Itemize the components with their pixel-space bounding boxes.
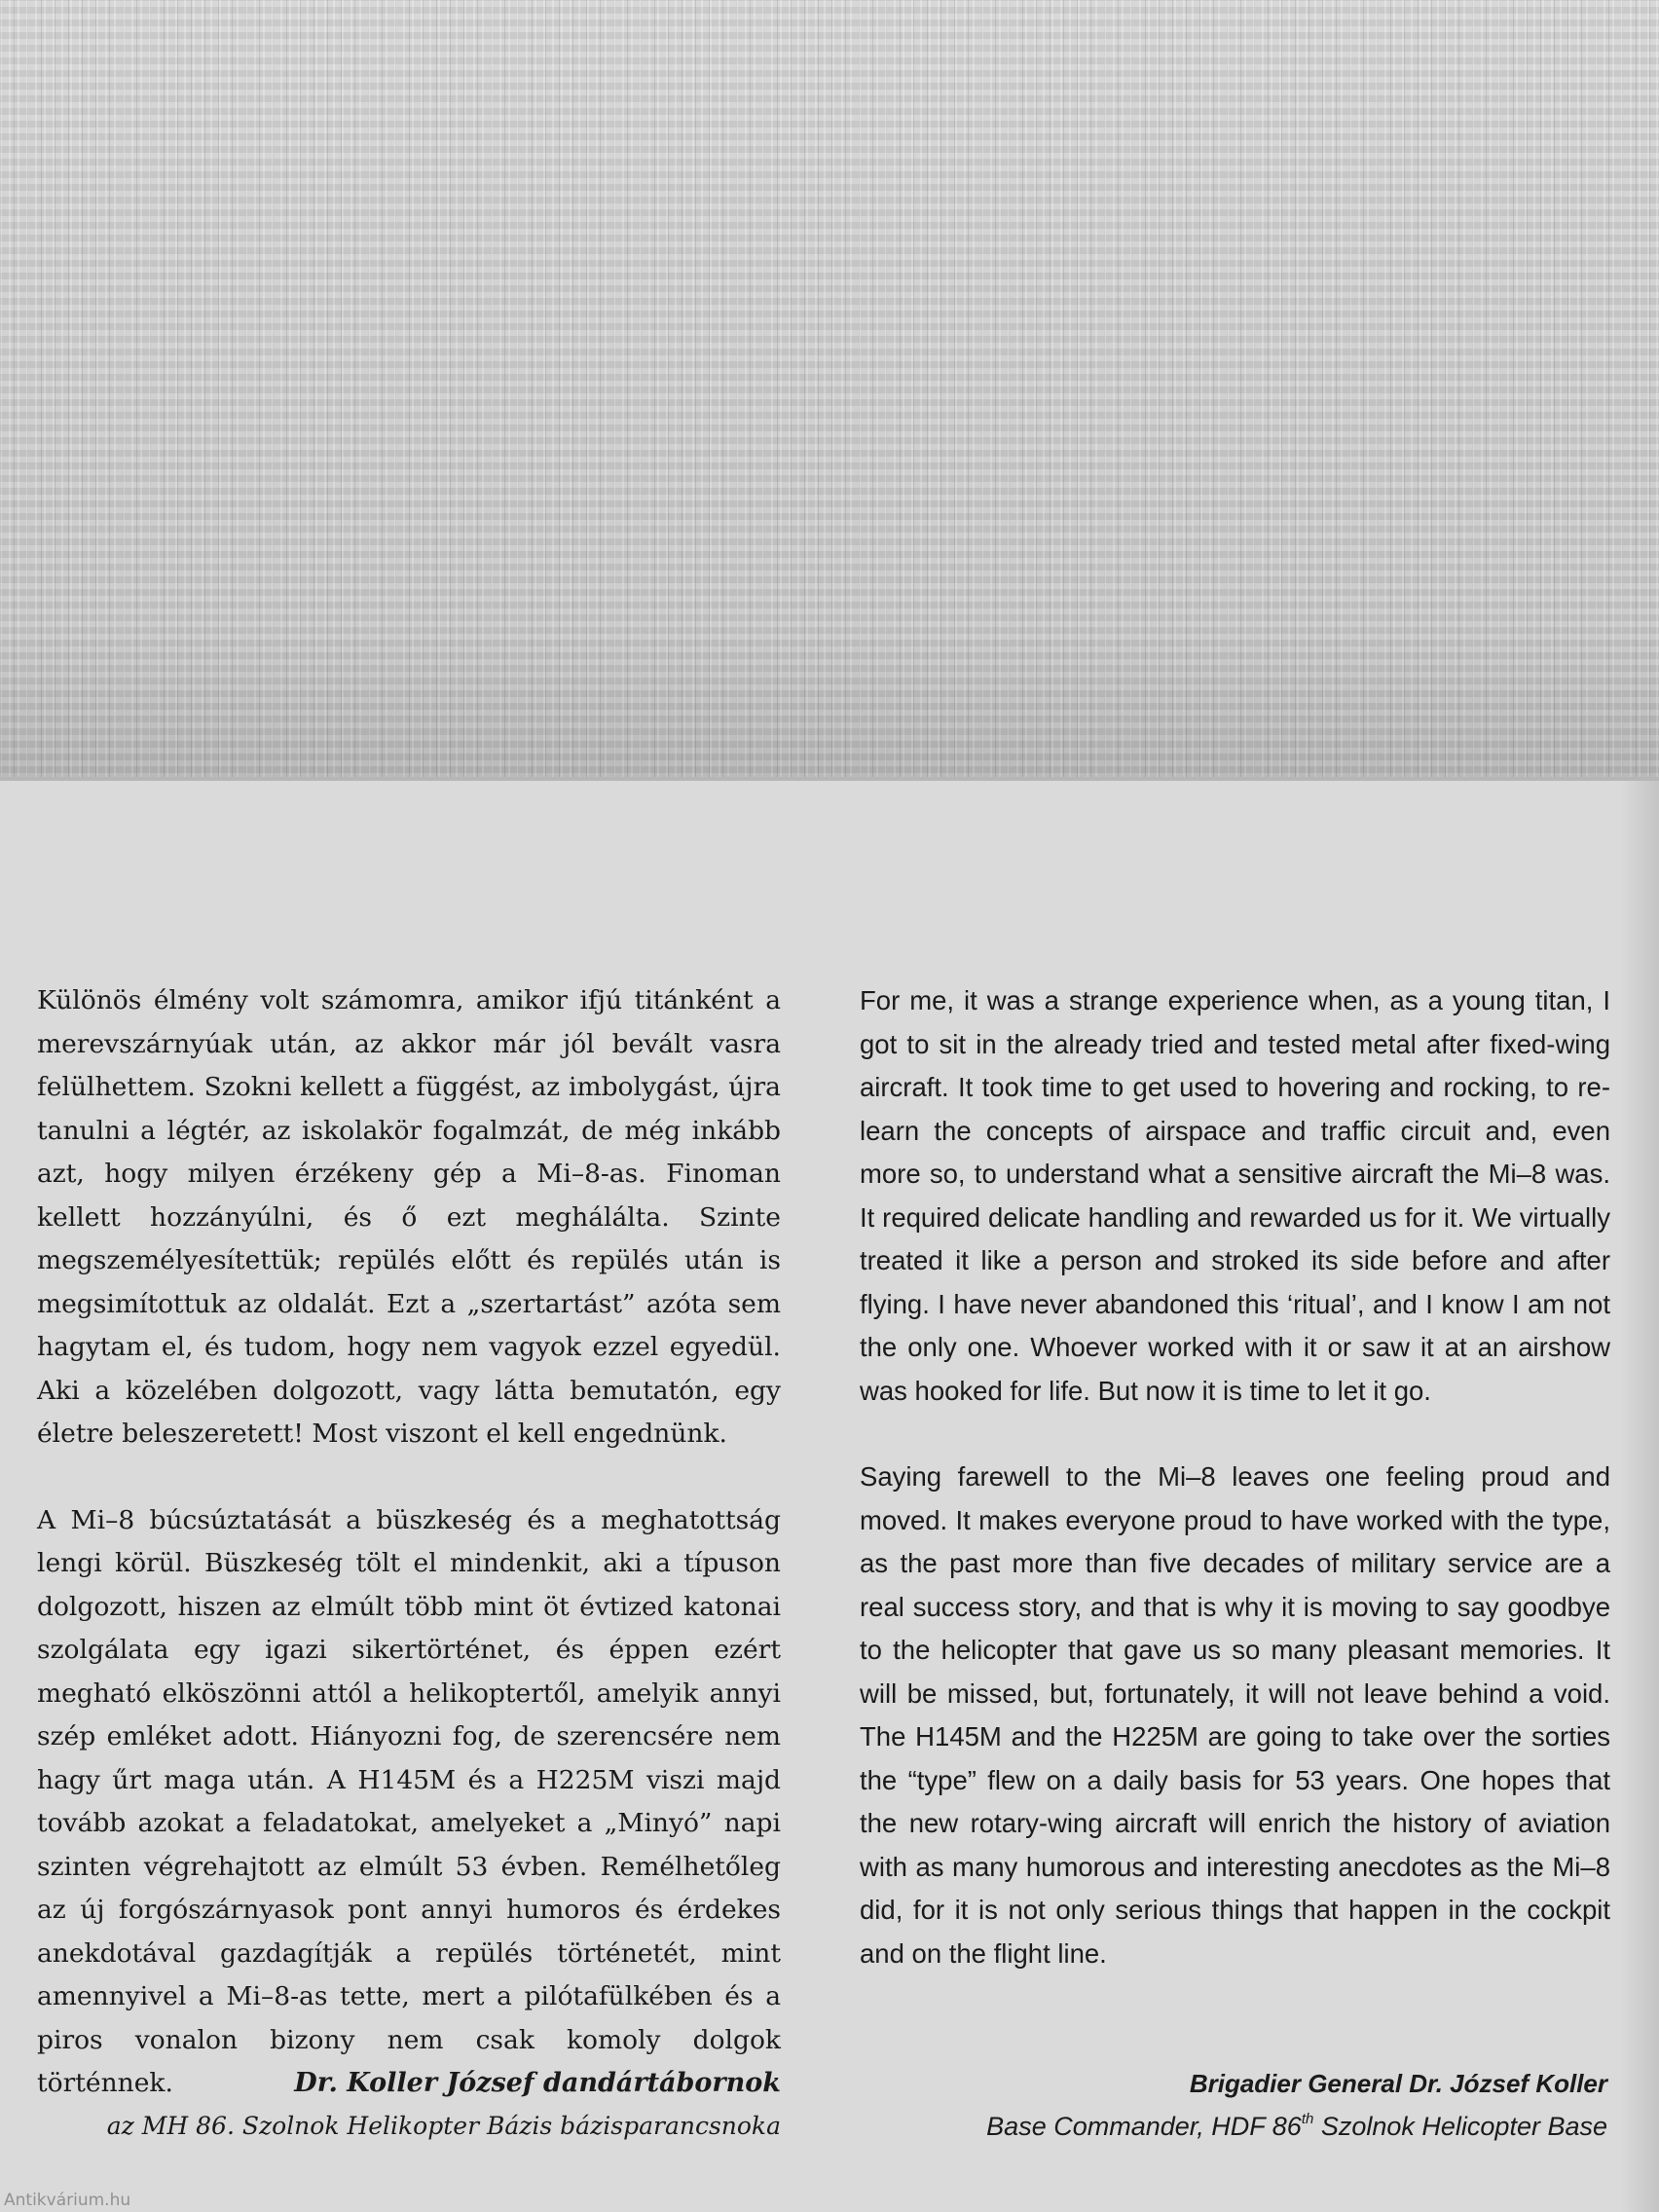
ordinal-suffix: th [1301,2111,1314,2127]
hungarian-signature-title: az MH 86. Szolnok Helikopter Bázis bázisparancsnoka [106,2112,781,2140]
hungarian-signature-name: Dr. Koller József dandártábornok [294,2068,781,2098]
english-paragraph-2: Saying farewell to the Mi–8 leaves one feeling proud and moved. It makes everyone proud to have worked with the type, as the past more than five decades of military service are a real success story, and that is why it is moving to say goodbye to the helicopter that gave us so many pleasant memories. It will be missed, but, fortunately, it will not leave behind a void. The H145M and the H225M are going to take over the sorties the “type” flew on a daily basis for 53 years. One hopes that the new rotary-wing aircraft will enrich the history of aviation with as many humorous and interesting anecdotes as the Mi–8 did, for it is not only serious things that happen in the cockpit and on the flight line. [860,1461,1610,1969]
hungarian-paragraph-1: Különös élmény volt számomra, amikor ifjú titánként a merevszárnyúak után, az akkor már jól bevált vasra felülhettem. Szokni kellett a függést, az imbolygást, újra tanulni a légtér, az iskolakör fogalmzát, de még inkább azt, hogy milyen érzékeny gép a Mi–8-as. Finoman kellett hozzányúlni, és ő ezt meghálálta. Szinte megszemélyesítettük; repülés előtt és repülés után is megsimítottuk az oldalát. Ezt a „szertartást” azóta sem hagytam el, és tudom, hogy nem vagyok ezzel egyedül. Aki a közelében dolgozott, vagy látta bemutatón, egy életre beleszeretett! Most viszont el kell engednünk. [37,985,781,1449]
english-signature-title-part2: Szolnok Helicopter Base [1313,2112,1607,2141]
english-signature-title [860,2105,1607,2148]
watermark: Antikvárium.hu [4,2191,131,2210]
english-signature-name: Brigadier General Dr. József Koller [1189,2069,1607,2098]
texture-shadow [0,623,1659,779]
english-column [860,979,1610,1975]
hungarian-column [37,979,781,2106]
english-signature [860,2062,1607,2148]
english-signature-title-part1: Base Commander, HDF 86 [986,2112,1302,2141]
hungarian-paragraph-2: A Mi–8 búcsúztatását a büszkeség és a meghatottság lengi körül. Büszkeség tölt el mindenkit, aki a típuson dolgozott, hiszen az elmúlt több mint öt évtized katonai szolgálata egy igazi sikertörténet, és éppen ezért megható elköszönni attól a helikoptertől, amelyik annyi szép emléket adott. Hiányozni fog, de szerencsére nem hagy űrt maga után. A H145M és a H225M viszi majd tovább azokat a feladatokat, amelyeket a „Minyó” napi szinten végrehajtott az elmúlt 53 évben. Remélhetőleg az új forgószárnyasok pont annyi humoros és érdekes anekdotával gazdagítják a repülés történetét, mint amennyivel a Mi–8-as tette, mert a pilótafülkében és a piros vonalon bizony nem csak komoly dolgok történnek. [37,1504,781,2098]
page-edge-shadow [1620,781,1659,2212]
english-paragraph-1: For me, it was a strange experience when, as a young titan, I got to sit in the already tried and tested metal after fixed-wing aircraft. It took time to get used to hovering and rocking, to re-learn the concepts of airspace and traffic circuit and, even more so, to understand what a sensitive aircraft the Mi–8 was. It required delicate handling and rewarded us for it. We virtually treated it like a person and stroked its side before and after flying. I have never abandoned this ‘ritual’, and I know I am not the only one. Whoever worked with it or saw it at an airshow was hooked for life. But now it is time to let it go. [860,985,1610,1406]
hungarian-signature [37,2062,781,2148]
